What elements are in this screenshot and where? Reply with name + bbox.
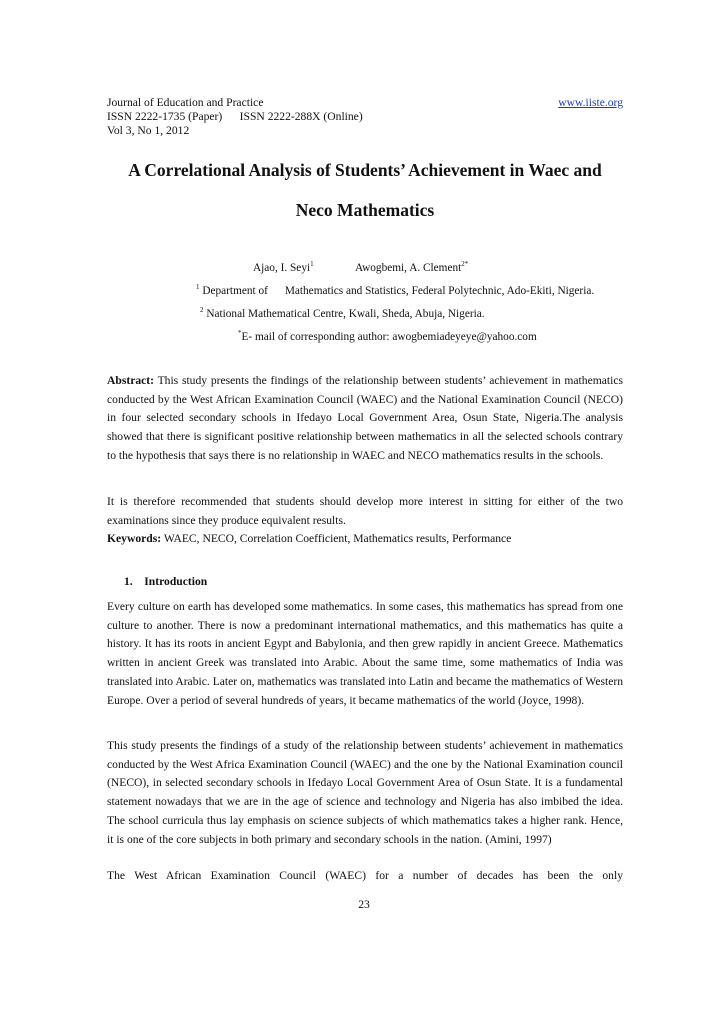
author-2: Awogbemi, A. Clement$^{2*}$ — [355, 260, 469, 274]
section-title: Introduction — [144, 575, 208, 588]
abstract-label: Abstract: — [107, 374, 155, 387]
affiliation-2: $^2$ National Mathematical Centre, Kwali, Sheda, Abuja, Nigeria. — [200, 306, 485, 320]
abstract-paragraph-2: It is therefore recommended that students should develop more interest in sitting for either of the two examinations since they produce equivalent results. — [107, 495, 623, 527]
intro-paragraph-1: Every culture on earth has developed some mathematics. In some cases, this mathematics has spread from one culture to another. There is now a predominant international mathematics, and this mathematics has quite a history. It has its roots in ancient Egypt and Babylonia, and then grew rapidly in ancient Greece. Mathematics written in ancient Greek was translated into Arabic. About the same time, some mathematics of India was translated into Arabic. Later on, mathematics was translated into Latin and became the mathematics of Western Europe. Over a period of several hundreds of years, it became mathematics of the world (Joyce, 1998). — [107, 600, 623, 707]
keywords-text: WAEC, NECO, Correlation Coefficient, Mathematics results, Performance — [163, 532, 512, 545]
intro-paragraph-3: The West African Examination Council (WAEC) for a number of decades has been the only — [107, 869, 623, 882]
section-number: 1. — [124, 575, 133, 588]
page-number: 23 — [358, 898, 370, 911]
abstract-paragraph — [107, 372, 623, 466]
abstract-text: This study presents the findings of the relationship between students’ achievement in mathematics conducted by the West African Examination Council (WAEC) and the National Examination Council (NECO) in four selected secondary schools in Ifedayo Local Government Area, Osun State, Nigeria.The analysis showed that there is significant positive relationship between mathematics in all the selected schools contrary to the hypothesis that says there is no relationship in WAEC and NECO mathematics results in the schools. — [107, 374, 623, 462]
paper-title-line2: Neco Mathematics — [295, 200, 435, 220]
issn-line: ISSN 2222-1735 (Paper) ISSN 2222-288X (Online) — [107, 110, 363, 123]
author-1: Ajao, I. Seyi$^1$ — [253, 260, 314, 274]
paper-title-line1: A Correlational Analysis of Students’ Achievement in Waec and — [128, 160, 602, 180]
section-heading — [124, 575, 207, 588]
affiliation-1: $^1$ Department of Mathematics and Statistics, Federal Polytechnic, Ado-Ekiti, Nigeria. — [196, 283, 595, 297]
journal-header — [107, 96, 623, 138]
corresponding-email: *E- mail of corresponding author: awogbemiadeyeye@yahoo.com — [238, 329, 537, 343]
journal-name: Journal of Education and Practice — [107, 96, 264, 109]
keywords-line — [107, 530, 623, 549]
volume-line: Vol 3, No 1, 2012 — [107, 124, 190, 137]
keywords-label: Keywords: — [107, 532, 162, 545]
journal-url-link[interactable]: www.iiste.org — [558, 96, 623, 109]
intro-paragraph-2: This study presents the findings of a study of the relationship between students’ achievement in mathematics conducted by the West Africa Examination Council (WAEC) and the one by the National Examination council (NECO), in selected secondary schools in Ifedayo Local Government Area of Osun State. It is a fundamental statement nowadays that we are in the age of science and technology and Nigeria has also imbibed the idea. The school curricula thus lay emphasis on science subjects of which mathematics takes a higher rank. Hence, it is one of the core subjects in both primary and secondary schools in the nation. (Amini, 1997) — [107, 739, 623, 846]
